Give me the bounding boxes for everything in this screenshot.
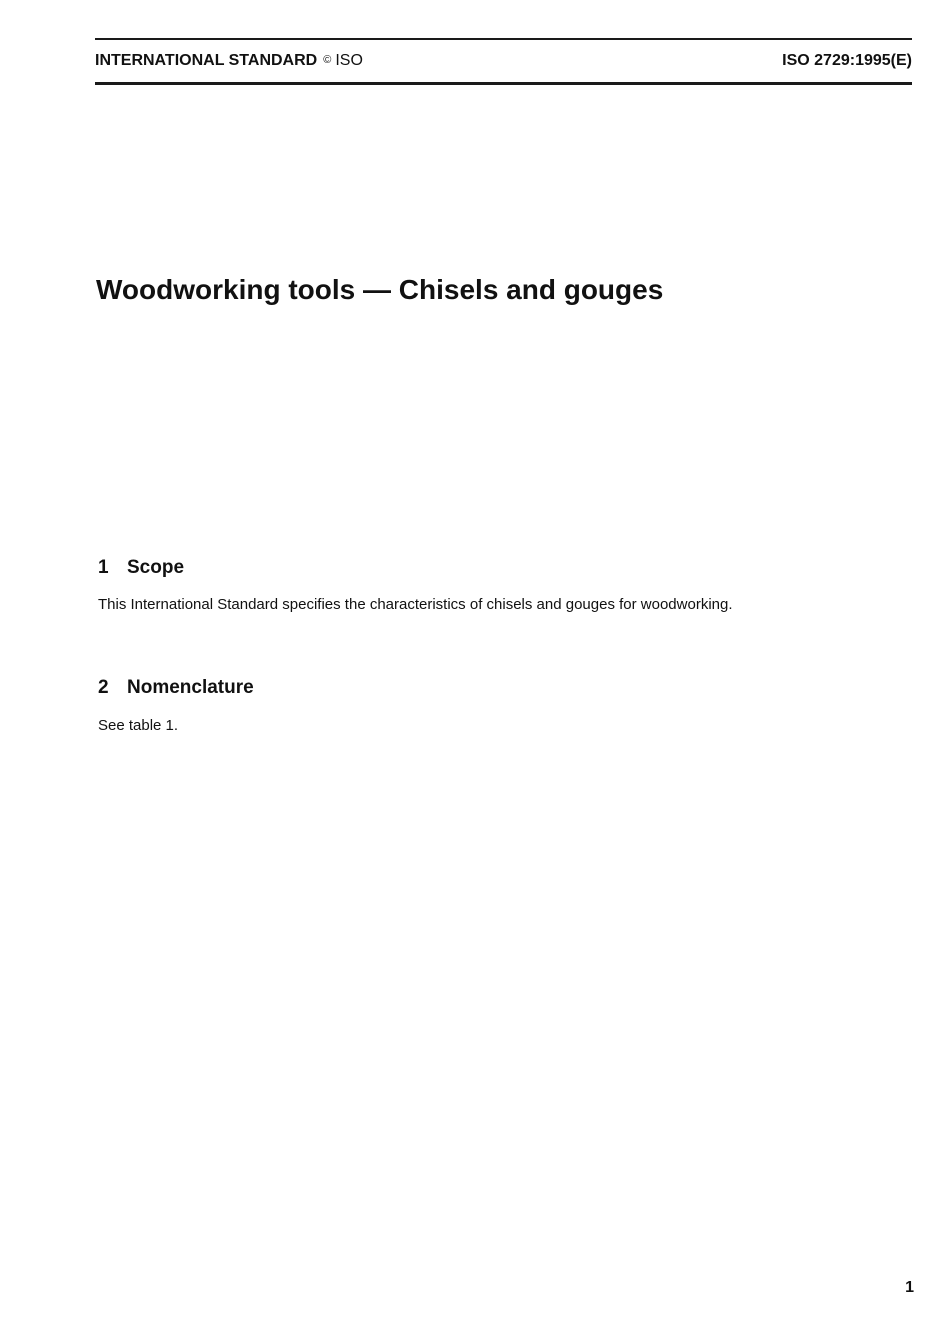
section-body-nomenclature: See table 1. bbox=[98, 717, 179, 734]
standard-number: ISO 2729:1995(E) bbox=[782, 52, 912, 69]
section-title: Scope bbox=[127, 557, 185, 578]
header-rule-bottom bbox=[95, 82, 912, 85]
section-heading-nomenclature bbox=[98, 676, 254, 700]
section-heading-scope bbox=[98, 556, 184, 580]
section-title: Nomenclature bbox=[127, 677, 254, 698]
page-number: 1 bbox=[905, 1279, 914, 1296]
section-body-scope: This International Standard specifies the characteristics of chisels and gouges for woodworking. bbox=[98, 596, 733, 613]
header-rule-top bbox=[95, 38, 912, 40]
document-title: Woodworking tools — Chisels and gouges bbox=[96, 274, 664, 305]
header-standard-label bbox=[95, 51, 363, 72]
section-number: 2 bbox=[98, 677, 109, 698]
copyright-symbol: © bbox=[323, 54, 332, 66]
section-number: 1 bbox=[98, 557, 109, 578]
header-type-label: INTERNATIONAL STANDARD bbox=[95, 52, 318, 69]
copyright-holder: ISO bbox=[335, 52, 363, 69]
